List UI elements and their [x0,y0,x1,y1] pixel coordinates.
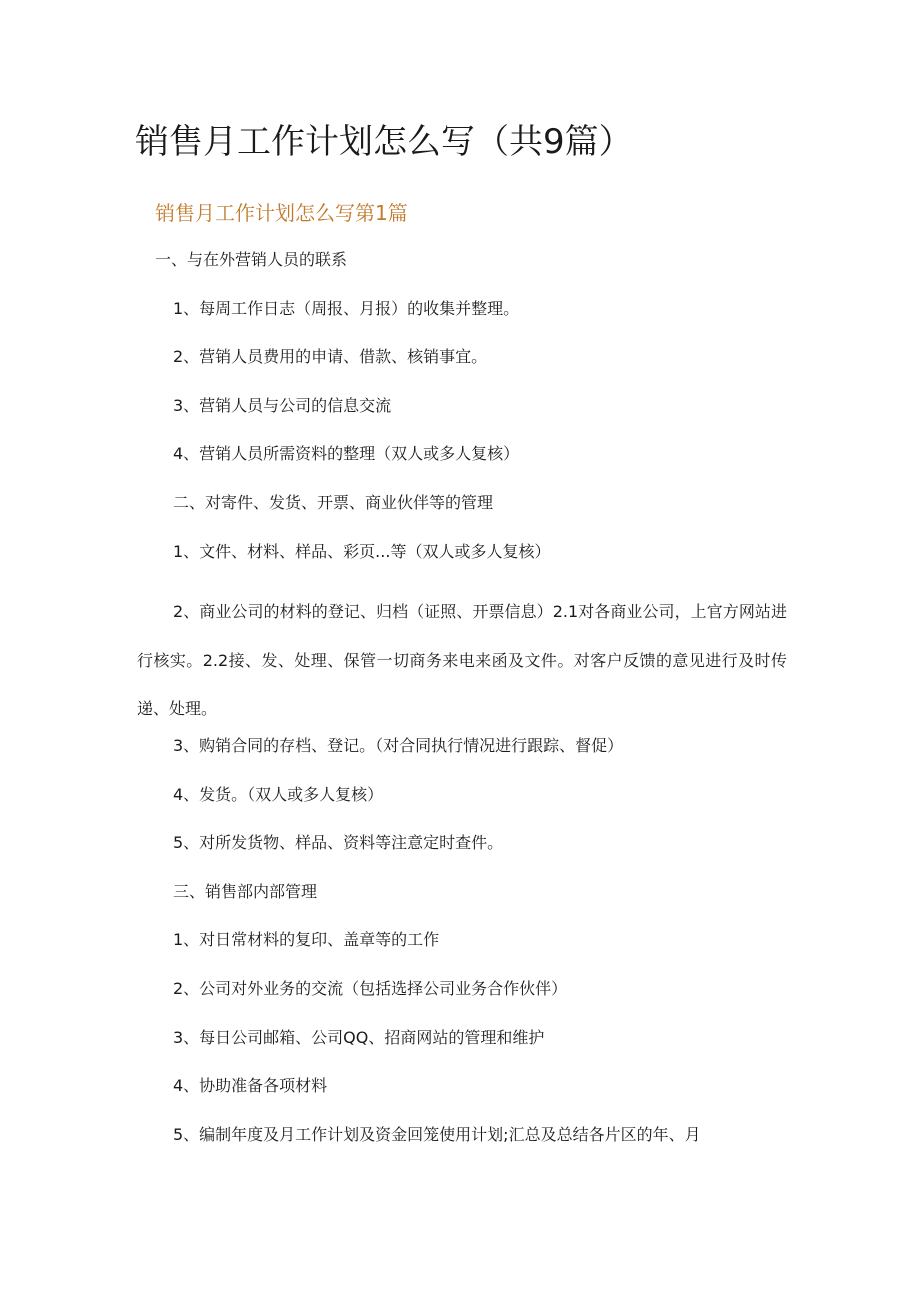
list-item: 2、营销人员费用的申请、借款、核销事宜。 [173,347,488,366]
paragraph-block: 2、商业公司的材料的登记、归档（证照、开票信息）2.1对各商业公司，上官方网站进行核实。2.2接、发、处理、保管一切商务来电来函及文件。对客户反馈的意见进行及时传递、处理。 [137,602,787,718]
list-item: 4、发货。（双人或多人复核） [173,785,384,804]
list-item: 4、营销人员所需资料的整理（双人或多人复核） [173,444,520,463]
list-item: 4、协助准备各项材料 [173,1076,328,1095]
list-item: 3、每日公司邮箱、公司QQ、招商网站的管理和维护 [173,1028,545,1047]
list-item: 5、对所发货物、样品、资料等注意定时查件。 [173,833,504,852]
heading-line-3: 三、销售部内部管理 [173,882,318,901]
list-item: 1、对日常材料的复印、盖章等的工作 [173,930,440,949]
heading-line-2: 二、对寄件、发货、开票、商业伙伴等的管理 [173,493,494,512]
list-item: 5、编制年度及月工作计划及资金回笼使用计划;汇总及总结各片区的年、月 [173,1125,701,1144]
list-item: 1、文件、材料、样品、彩页...等（双人或多人复核） [173,542,551,561]
section-heading: 销售月工作计划怎么写第1篇 [155,201,408,225]
document-title: 销售月工作计划怎么写（共9篇） [135,122,633,162]
list-item: 3、购销合同的存档、登记。（对合同执行情况进行跟踪、督促） [173,736,624,755]
list-item: 1、每周工作日志（周报、月报）的收集并整理。 [173,299,520,318]
list-item: 2、公司对外业务的交流（包括选择公司业务合作伙伴） [173,979,568,998]
heading-line-1: 一、与在外营销人员的联系 [155,250,348,269]
list-item: 3、营销人员与公司的信息交流 [173,396,392,415]
